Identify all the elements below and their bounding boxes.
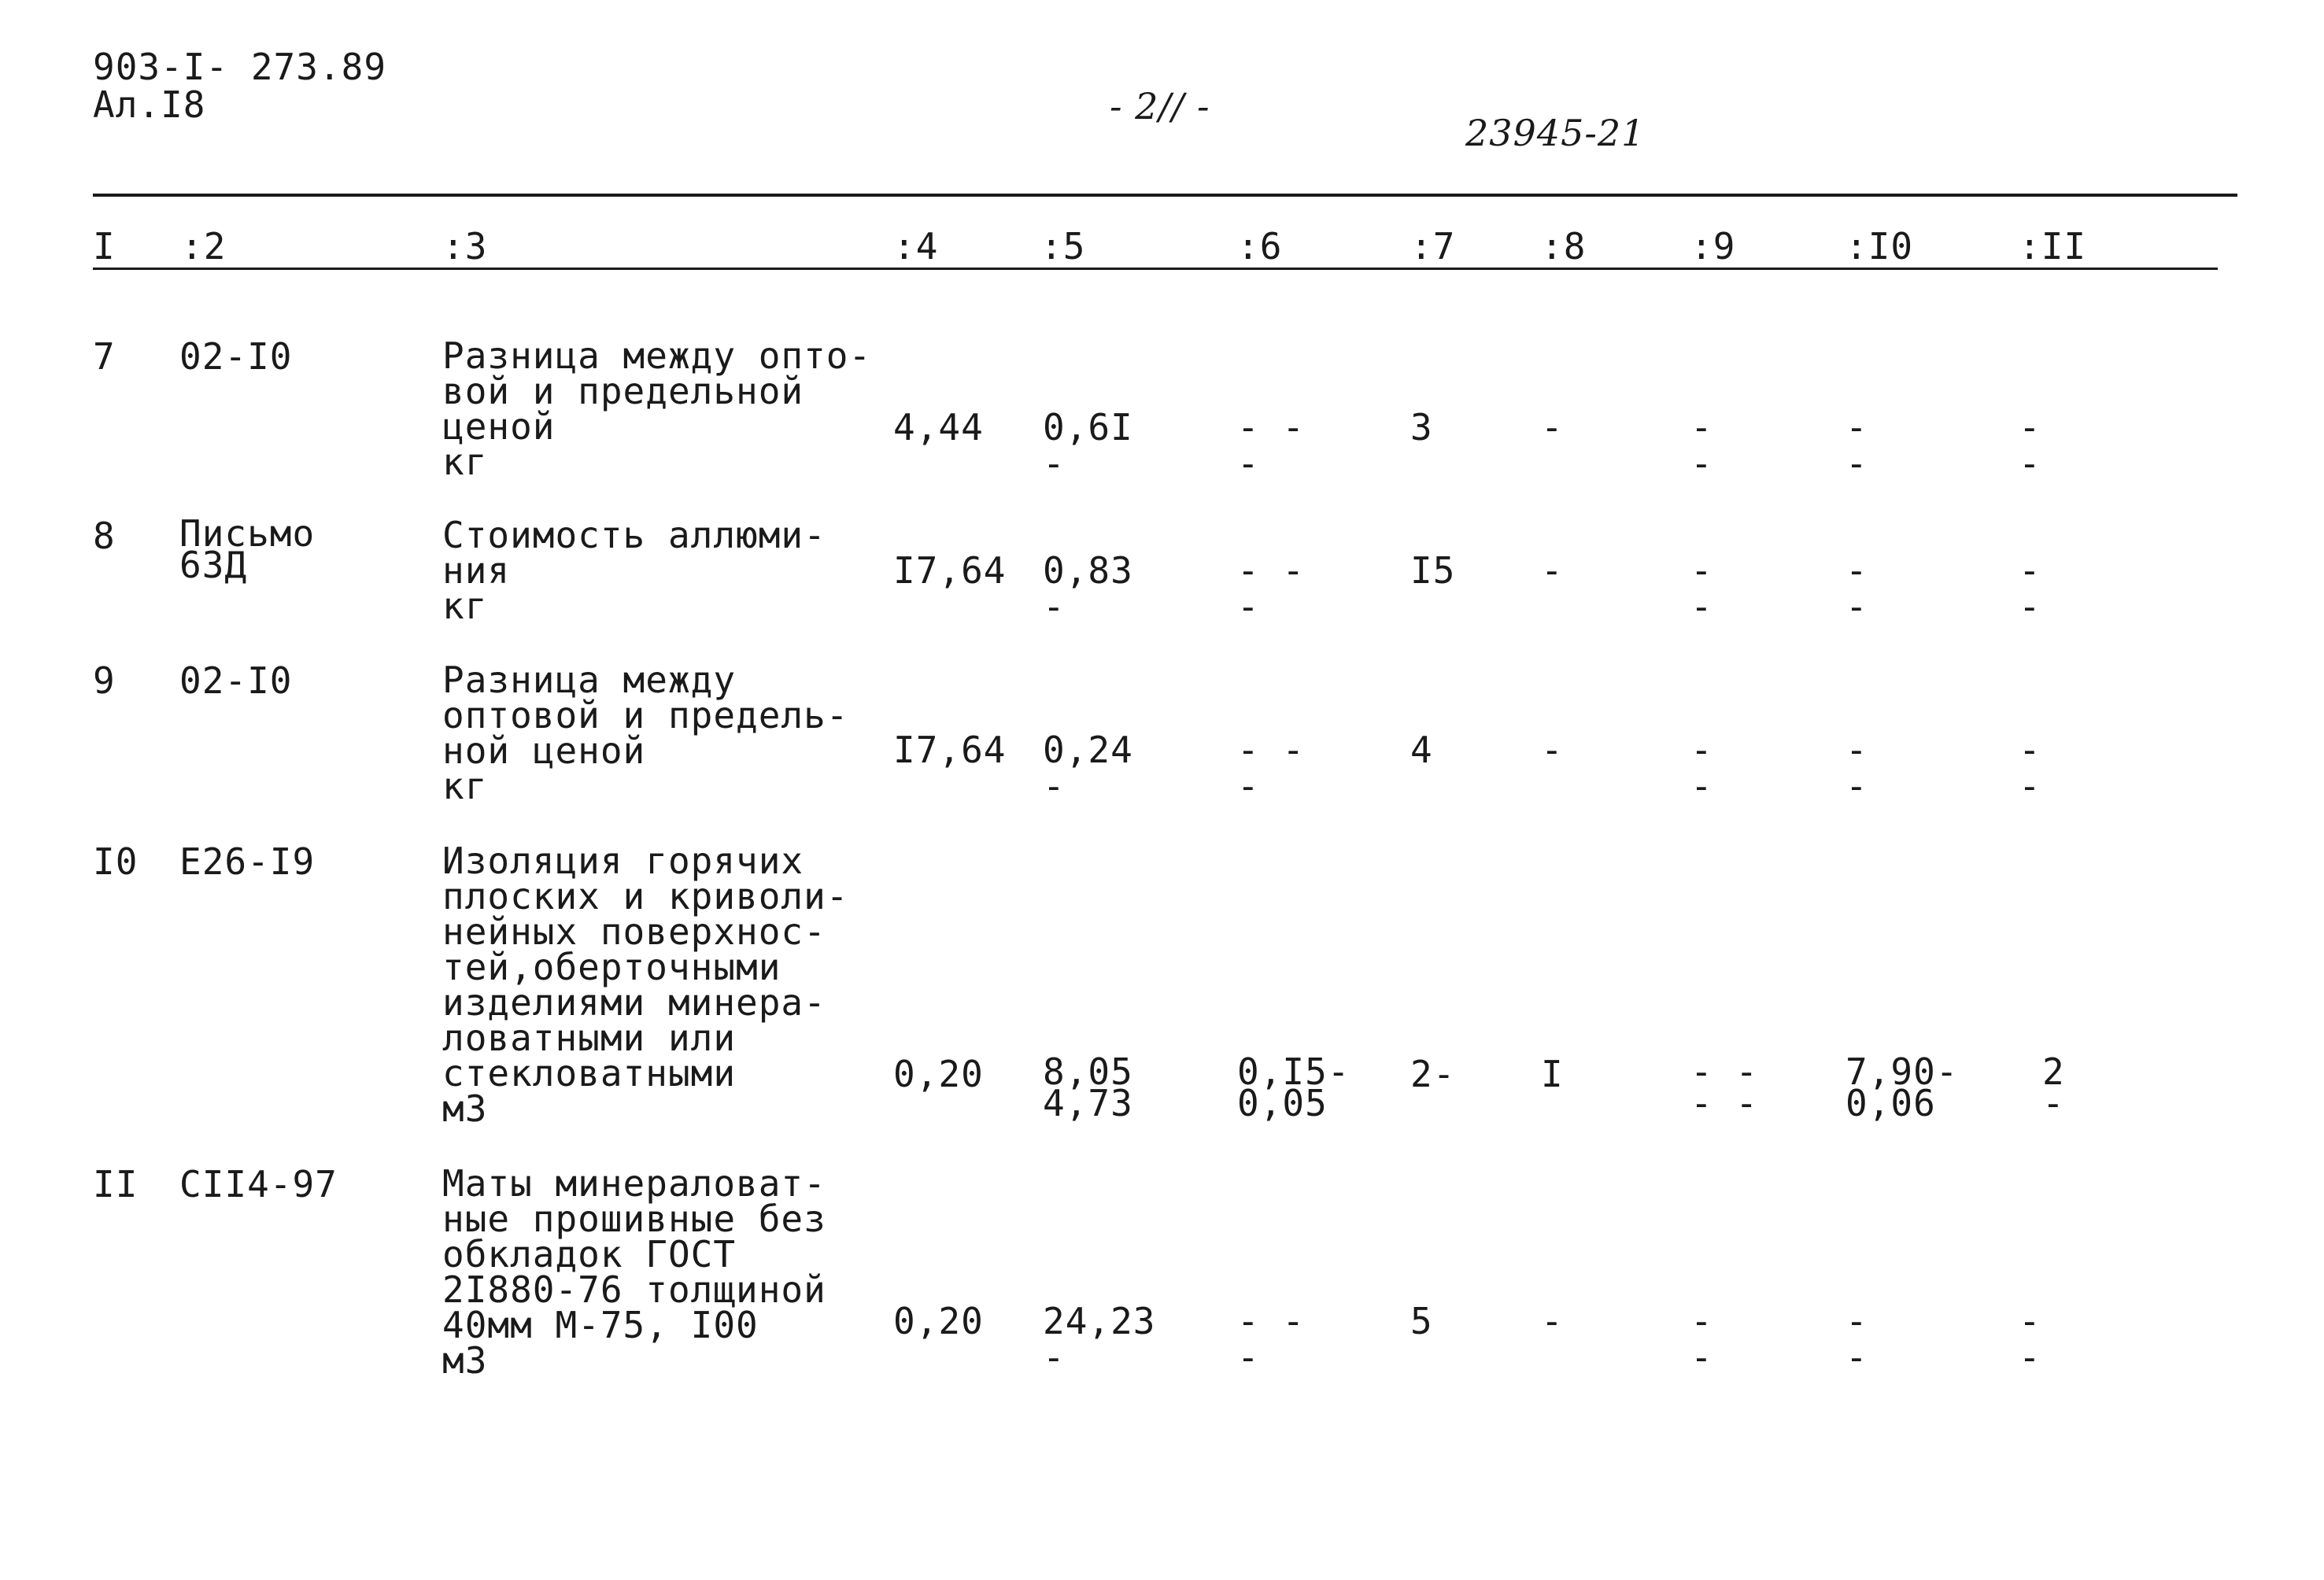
- col9-value: - -: [1690, 549, 1713, 628]
- column-header-5: :5: [1040, 225, 1086, 268]
- col10-value: - -: [1846, 549, 1868, 628]
- col4-value: I7,64: [893, 729, 1007, 771]
- column-header-9: :9: [1690, 225, 1736, 268]
- col6-value: - - -: [1237, 406, 1306, 485]
- col7-value: 2-: [1410, 1053, 1456, 1095]
- col11-value: - -: [2019, 549, 2041, 628]
- header-underline: [93, 268, 2218, 270]
- row-description: Изоляция горячих плоских и криволи- нейных поверхнос- тей,оберточными изделиями минера- ловатными или стекловатными м3: [442, 840, 849, 1130]
- row-description: Маты минераловат- ные прошивные без обкладок ГОСТ 2I880-76 толщиной 40мм М-75, I00 м3: [442, 1162, 826, 1382]
- row-description: Стоимость аллюми- ния кг: [442, 514, 826, 627]
- col4-value: 0,20: [893, 1053, 984, 1095]
- column-header-2: :2: [181, 225, 227, 268]
- top-rule: [93, 194, 2237, 197]
- page-number: - 2// -: [1110, 85, 1210, 127]
- col5-value: 0,24 -: [1043, 729, 1133, 807]
- col9-value: - -: [1690, 729, 1713, 807]
- col6-value: 0,I5- 0,05: [1237, 1050, 1350, 1124]
- col10-value: - -: [1846, 729, 1868, 807]
- row-number: 8: [93, 515, 116, 557]
- col7-value: 5: [1410, 1300, 1433, 1342]
- col8-value: -: [1541, 1300, 1564, 1342]
- inventory-number: 23945-21: [1465, 112, 1646, 154]
- col10-value: 7,90- 0,06: [1846, 1050, 1959, 1124]
- col5-value: 0,83 -: [1043, 549, 1133, 628]
- col9-value: - - - -: [1690, 1050, 1759, 1124]
- row-code: 02-I0: [179, 335, 293, 378]
- col8-value: -: [1541, 729, 1564, 771]
- column-header-3: :3: [442, 225, 488, 268]
- col5-value: 8,05 4,73: [1043, 1050, 1133, 1124]
- col11-value: 2 -: [2042, 1050, 2065, 1124]
- col8-value: -: [1541, 406, 1564, 449]
- col4-value: I7,64: [893, 549, 1007, 592]
- col5-value: 24,23 -: [1043, 1300, 1156, 1379]
- row-number: 9: [93, 659, 116, 702]
- col6-value: - - -: [1237, 729, 1306, 807]
- column-header-6: :6: [1237, 225, 1283, 268]
- col9-value: - -: [1690, 406, 1713, 485]
- row-code: 02-I0: [179, 659, 293, 702]
- row-code: Письмо 63Д: [179, 512, 316, 586]
- column-header-7: :7: [1410, 225, 1456, 268]
- column-header-11: :II: [2019, 225, 2087, 268]
- col11-value: - -: [2019, 729, 2041, 807]
- row-number: 7: [93, 335, 116, 378]
- col8-value: -: [1541, 549, 1564, 592]
- col7-value: 3: [1410, 406, 1433, 449]
- col5-value: 0,6I -: [1043, 406, 1133, 485]
- column-header-10: :I0: [1846, 225, 1914, 268]
- row-description: Разница между опто- вой и предельной ценой кг: [442, 334, 872, 483]
- col7-value: 4: [1410, 729, 1433, 771]
- document-code: 903-I- 273.89: [93, 46, 387, 88]
- row-description: Разница между оптовой и предель- ной ценой кг: [442, 659, 849, 807]
- row-number: II: [93, 1163, 139, 1205]
- col4-value: 4,44: [893, 406, 984, 449]
- sheet-label: Ал.I8: [93, 83, 206, 126]
- col8-value: I: [1541, 1053, 1564, 1095]
- row-number: I0: [93, 840, 139, 883]
- column-header-4: :4: [893, 225, 939, 268]
- col9-value: - -: [1690, 1300, 1713, 1379]
- col7-value: I5: [1410, 549, 1456, 592]
- col11-value: - -: [2019, 1300, 2041, 1379]
- row-code: СII4-97: [179, 1163, 338, 1205]
- col11-value: - -: [2019, 406, 2041, 485]
- col4-value: 0,20: [893, 1300, 984, 1342]
- col10-value: - -: [1846, 406, 1868, 485]
- col6-value: - - -: [1237, 549, 1306, 628]
- col6-value: - - -: [1237, 1300, 1306, 1379]
- col10-value: - -: [1846, 1300, 1868, 1379]
- column-header-1: I: [93, 225, 116, 268]
- row-code: Е26-I9: [179, 840, 316, 883]
- column-header-8: :8: [1541, 225, 1587, 268]
